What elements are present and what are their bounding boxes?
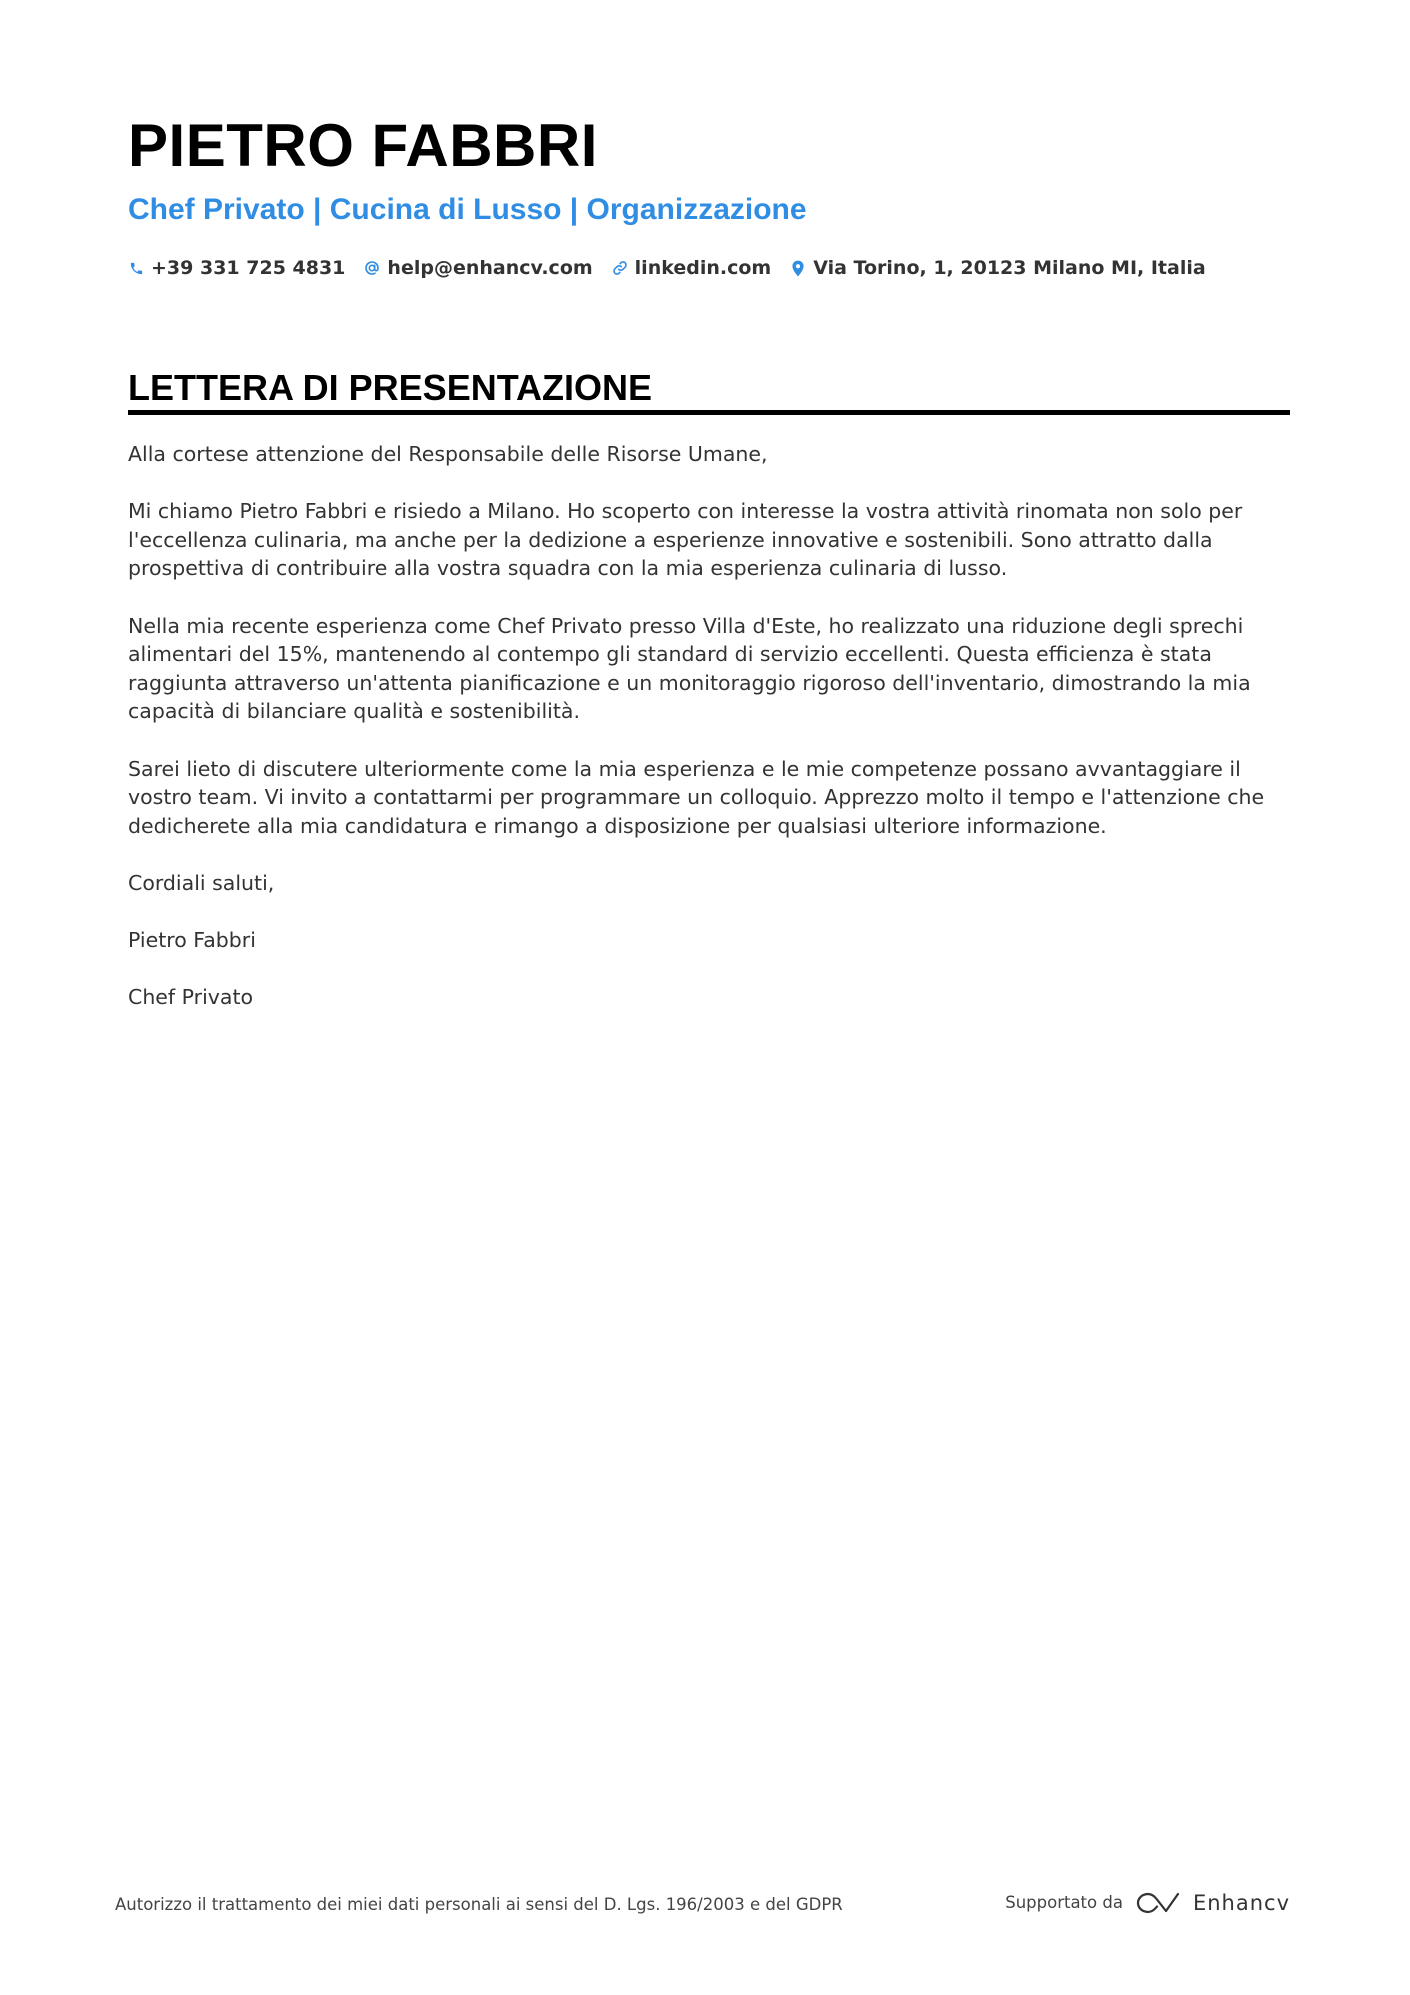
contact-bar <box>128 254 1225 282</box>
link-icon <box>612 259 628 277</box>
enhancv-brand-name: Enhancv <box>1192 1891 1290 1915</box>
section-divider <box>128 410 1290 415</box>
at-icon <box>364 259 380 277</box>
letter-signature-name: Pietro Fabbri <box>128 928 256 953</box>
website-url: linkedin.com <box>634 257 772 279</box>
phone-icon <box>128 259 144 277</box>
letter-signature-title: Chef Privato <box>128 985 254 1010</box>
contact-email <box>364 254 592 282</box>
section-title: LETTERA DI PRESENTAZIONE <box>128 367 653 408</box>
letter-closing: Cordiali saluti, <box>128 870 275 895</box>
candidate-headline: Chef Privato | Cucina di Lusso | Organizzazione <box>128 193 807 226</box>
letter-paragraph: Mi chiamo Pietro Fabbri e risiedo a Milano. Ho scoperto con interesse la vostra attività rinomata non solo per l'eccellenza culinaria, ma anche per la dedizione a esperienze innovative e sostenibili. Sono attratto dalla prospettiva di contribuire alla vostra squadra con la mia esperienza culinaria di lusso. <box>128 499 1243 581</box>
letter-body <box>128 440 1290 1040</box>
candidate-name: PIETRO FABBRI <box>128 112 598 179</box>
contact-website <box>612 254 772 282</box>
enhancv-logo-icon <box>1135 1890 1181 1916</box>
letter-paragraph: Nella mia recente esperienza come Chef Privato presso Villa d'Este, ho realizzato una riduzione degli sprechi alimentari del 15%, mantenendo al contempo gli standard di servizio eccellenti. Questa efficienza è stata raggiunta attraverso un'attenta pianificazione e un monitoraggio rigoroso dell'inventario, dimostrando la mia capacità di bilanciare qualità e sostenibilità. <box>128 613 1251 724</box>
letter-paragraph: Sarei lieto di discutere ulteriormente come la mia esperienza e le mie competenze possano avvantaggiare il vostro team. Vi invito a contattarmi per programmare un colloquio. Apprezzo molto il tempo e l'attenzione che dedicherete alla mia candidatura e rimango a disposizione per qualsiasi ulteriore informazione. <box>128 756 1265 838</box>
contact-address <box>790 254 1205 282</box>
phone-number: +39 331 725 4831 <box>151 257 346 279</box>
postal-address: Via Torino, 1, 20123 Milano MI, Italia <box>813 257 1206 279</box>
email-address: help@enhancv.com <box>387 257 593 279</box>
location-pin-icon <box>790 259 806 277</box>
letter-salutation: Alla cortese attenzione del Responsabile delle Risorse Umane, <box>128 442 768 466</box>
contact-phone <box>128 254 345 282</box>
footer-branding <box>1005 1890 1290 1916</box>
supported-by-label: Supportato da <box>1005 1893 1123 1912</box>
privacy-consent-note: Autorizzo il trattamento dei miei dati personali ai sensi del D. Lgs. 196/2003 e del GDPR <box>115 1895 843 1914</box>
